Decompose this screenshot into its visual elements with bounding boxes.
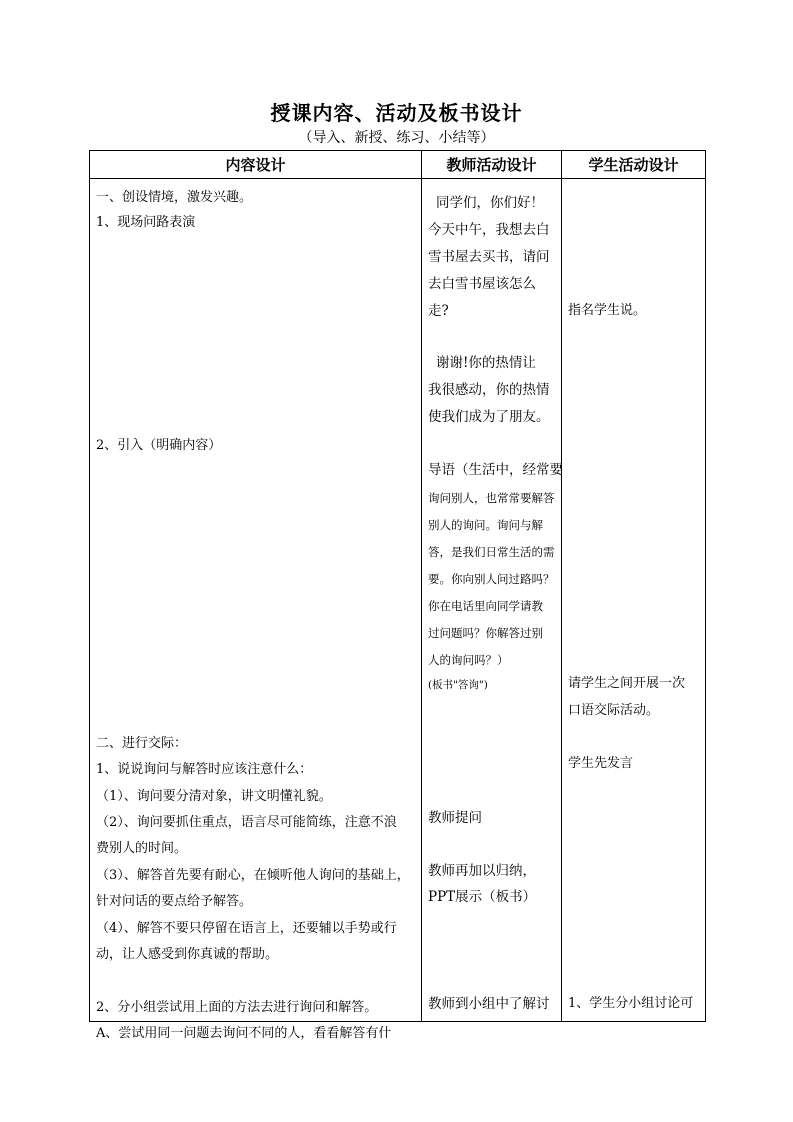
page-subtitle: （导入、新授、练习、小结等） xyxy=(298,130,495,146)
teacher-line: 使我们成为了朋友。 xyxy=(428,409,550,425)
content-line: （2）、询问要抓住重点，语言尽可能简练，注意不浪 xyxy=(96,815,397,830)
teacher-line: 走? xyxy=(428,303,449,319)
teacher-line: 你在电话里向同学请教 xyxy=(428,599,543,613)
teacher-line: 谢谢!你的热情让 xyxy=(436,355,536,371)
teacher-line: 去白雪书屋该怎么 xyxy=(428,276,536,292)
header-teacher-activity: 教师活动设计 xyxy=(422,151,562,179)
teacher-line: (板书"答询") xyxy=(428,679,488,691)
teacher-line: 教师提问 xyxy=(428,810,482,826)
student-line: 学生先发言 xyxy=(568,756,634,771)
teacher-line: 过问题吗？你解答过别 xyxy=(428,626,543,640)
teacher-line: 要。你向别人问过路吗？ xyxy=(428,572,555,586)
content-column xyxy=(90,179,422,1041)
table-body-row xyxy=(90,179,706,1022)
teacher-line: 雪书屋去买书，请问 xyxy=(428,249,550,265)
teacher-line: 答，是我们日常生活的需 xyxy=(428,545,555,559)
content-line: 费别人的时间。 xyxy=(96,841,188,856)
content-line: 2、分小组尝试用上面的方法去进行询问和解答。 xyxy=(96,1000,378,1015)
content-line: 1、说说询问与解答时应该注意什么： xyxy=(96,762,313,777)
header-content-design: 内容设计 xyxy=(90,151,422,179)
content-line: 2、引入（明确内容） xyxy=(96,438,222,453)
student-line: 口语交际活动。 xyxy=(568,703,660,718)
teacher-line: 教师到小组中了解讨 xyxy=(428,996,550,1012)
teacher-line: 人的询问吗？） xyxy=(428,653,509,667)
content-line: 1、现场问路表演 xyxy=(96,215,196,230)
teacher-line: 询问别人，也常常要解答 xyxy=(428,491,555,505)
teacher-line: 教师再加以归纳， xyxy=(428,863,536,879)
page-title: 授课内容、活动及板书设计 xyxy=(270,101,523,125)
student-line: 请学生之间开展一次 xyxy=(568,676,686,691)
teacher-line: 今天中午，我想去白 xyxy=(428,222,550,238)
student-column xyxy=(562,179,706,1022)
header-student-activity: 学生活动设计 xyxy=(562,151,706,179)
content-line: A、尝试用同一问题去询问不同的人，看看解答有什 xyxy=(96,1026,392,1041)
table-header-row xyxy=(90,151,706,179)
content-line: （3）、解答首先要有耐心，在倾听他人询问的基础上， xyxy=(96,868,410,883)
teacher-line: 我很感动，你的热情 xyxy=(428,382,550,398)
student-line: 1、学生分小组讨论可 xyxy=(568,996,694,1011)
student-line: 指名学生说。 xyxy=(568,303,647,318)
content-line: 动，让人感受到你真诚的帮助。 xyxy=(96,947,279,962)
teacher-line: 导语（生活中，经常要 xyxy=(428,462,563,478)
content-line: 针对问话的要点给予解答。 xyxy=(96,894,253,909)
teacher-column xyxy=(422,179,562,1022)
teacher-line: PPT展示（板书） xyxy=(428,889,537,905)
content-line: （1）、询问要分清对象，讲文明懂礼貌。 xyxy=(96,789,332,804)
content-line: 一、创设情境，激发兴趣。 xyxy=(96,190,253,205)
lesson-table xyxy=(89,150,706,1041)
teacher-line: 同学们，你们好！ xyxy=(436,195,544,211)
content-line: 二、进行交际： xyxy=(96,736,188,751)
teacher-line: 别人的询问。询问与解 xyxy=(428,518,543,532)
content-line: （4）、解答不要只停留在语言上，还要辅以手势或行 xyxy=(96,921,397,936)
